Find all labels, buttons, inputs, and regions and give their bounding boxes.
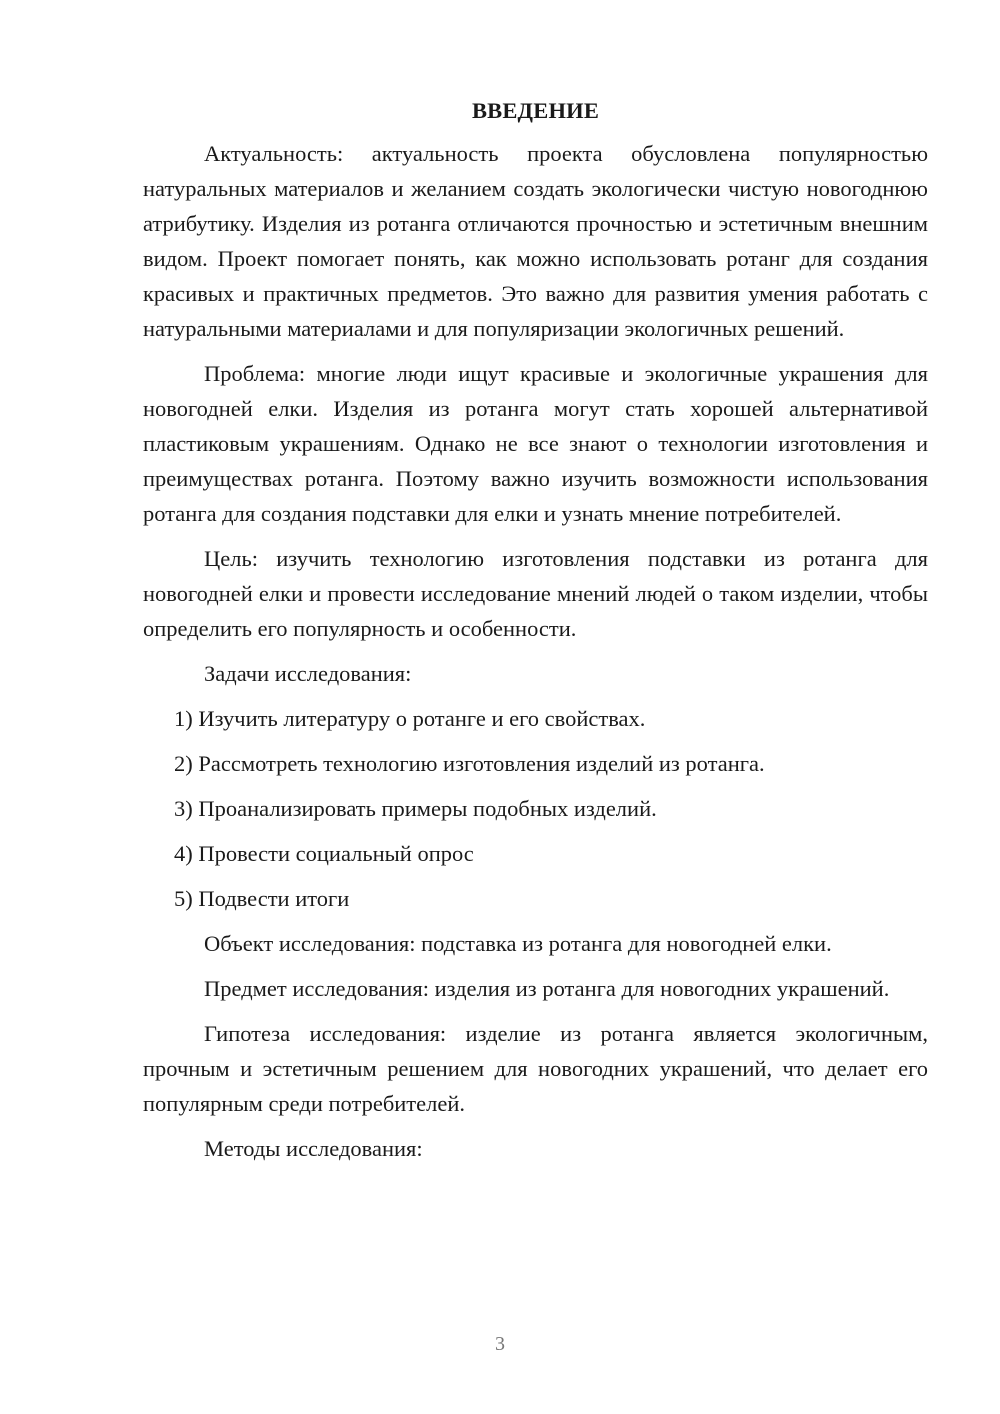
page-number: 3	[495, 1333, 505, 1355]
subject-paragraph: Предмет исследования: изделия из ротанга для новогодних украшений.	[204, 976, 890, 1001]
object-paragraph: Объект исследования: подставка из ротанга для новогодней елки.	[204, 931, 832, 956]
task-item: 2) Рассмотреть технологию изготовления изделий из ротанга.	[174, 751, 765, 776]
section-title: ВВЕДЕНИЕ	[471, 98, 600, 123]
problem-paragraph: Проблема: многие люди ищут красивые и экологичные украшения для новогодней елки. Изделия из ротанга могут стать хорошей альтернативой пластиковым украшениям. Однако не все знают о технологии изготовления и преимуществах ротанга. Поэтому важно изучить возможности использования ротанга для создания подставки для елки и узнать мнение потребителей.	[143, 361, 928, 526]
task-item: 3) Проанализировать примеры подобных изделий.	[174, 796, 657, 821]
hypothesis-paragraph: Гипотеза исследования: изделие из ротанга является экологичным, прочным и эстетичным решением для новогодних украшений, что делает его популярным среди потребителей.	[143, 1021, 928, 1116]
goal-paragraph: Цель: изучить технологию изготовления подставки из ротанга для новогодней елки и провести исследование мнений людей о таком изделии, чтобы определить его популярность и особенности.	[143, 546, 928, 641]
relevance-paragraph: Актуальность: актуальность проекта обусловлена популярностью натуральных материалов и желанием создать экологически чистую новогоднюю атрибутику. Изделия из ротанга отличаются прочностью и эстетичным внешним видом. Проект помогает понять, как можно использовать ротанг для создания красивых и практичных предметов. Это важно для развития умения работать с натуральными материалами и для популяризации экологичных решений.	[143, 141, 928, 341]
methods-heading: Методы исследования:	[204, 1136, 423, 1161]
tasks-heading: Задачи исследования:	[204, 661, 412, 686]
task-item: 5) Подвести итоги	[174, 886, 350, 911]
task-item: 1) Изучить литературу о ротанге и его свойствах.	[174, 706, 646, 731]
tasks-list	[143, 701, 928, 916]
document-page	[143, 94, 928, 1166]
task-item: 4) Провести социальный опрос	[174, 841, 474, 866]
